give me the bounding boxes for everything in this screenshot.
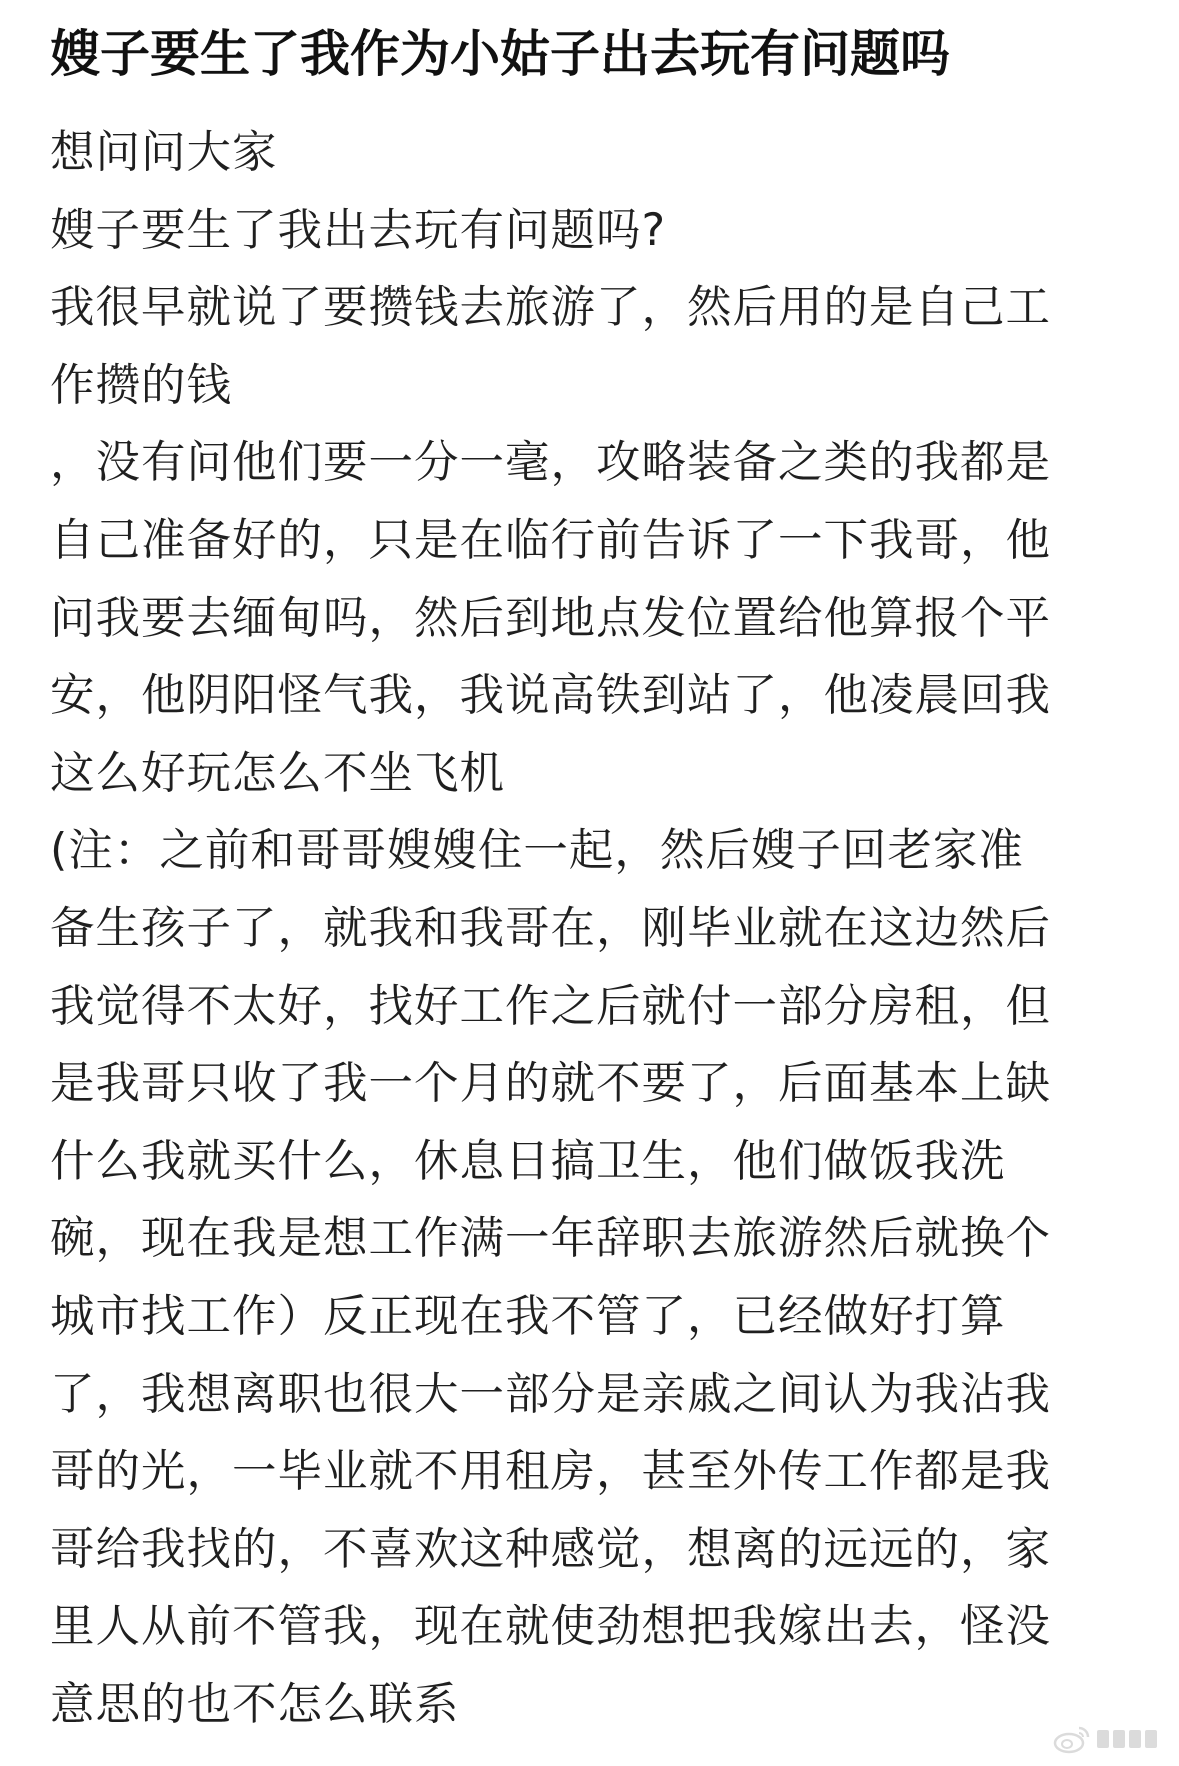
post-line: 作攒的钱 [50, 359, 233, 411]
post-line: 备生孩子了，就我和我哥在，刚毕业就在这边然后 [50, 902, 1052, 954]
post-line: (注：之前和哥哥嫂嫂住一起，然后嫂子回老家准 [50, 825, 1024, 877]
watermark [1053, 1724, 1157, 1754]
watermark-block [1097, 1730, 1109, 1748]
post-body [50, 114, 1140, 1743]
weibo-logo-icon [1053, 1724, 1091, 1754]
watermark-block [1129, 1730, 1141, 1748]
watermark-block [1145, 1730, 1157, 1748]
post-line: 自己准备好的，只是在临行前告诉了一下我哥，他 [50, 514, 1052, 566]
post-line: 意思的也不怎么联系 [50, 1678, 460, 1730]
post [50, 0, 1140, 1743]
post-line: 我觉得不太好，找好工作之后就付一部分房租，但 [50, 980, 1052, 1032]
watermark-block [1113, 1730, 1125, 1748]
post-line: 想问问大家 [50, 127, 278, 178]
post-line: 哥的光，一毕业就不用租房，甚至外传工作都是我 [50, 1446, 1052, 1498]
post-line: 这么好玩怎么不坐飞机 [50, 747, 506, 799]
post-line: 了，我想离职也很大一部分是亲戚之间认为我沾我 [50, 1368, 1052, 1420]
post-line: 里人从前不管我，现在就使劲想把我嫁出去，怪没 [50, 1601, 1052, 1653]
post-line: 安，他阴阳怪气我，我说高铁到站了，他凌晨回我 [50, 670, 1052, 722]
post-line: 城市找工作）反正现在我不管了，已经做好打算 [50, 1290, 1006, 1342]
post-line: 我很早就说了要攒钱去旅游了，然后用的是自己工 [50, 282, 1052, 334]
post-line: 碗，现在我是想工作满一年辞职去旅游然后就换个 [50, 1213, 1052, 1265]
post-line: 嫂子要生了我出去玩有问题吗? [50, 204, 667, 256]
post-line: 是我哥只收了我一个月的就不要了，后面基本上缺 [50, 1058, 1052, 1110]
post-line: 哥给我找的，不喜欢这种感觉，想离的远远的，家 [50, 1523, 1052, 1575]
post-line: 什么我就买什么，休息日搞卫生，他们做饭我洗 [50, 1135, 1006, 1187]
post-line: ，没有问他们要一分一毫，攻略装备之类的我都是 [50, 437, 1052, 489]
post-line: 问我要去缅甸吗，然后到地点发位置给他算报个平 [50, 592, 1052, 644]
watermark-mosaic [1097, 1730, 1157, 1748]
post-title: 嫂子要生了我作为小姑子出去玩有问题吗 [50, 25, 950, 83]
